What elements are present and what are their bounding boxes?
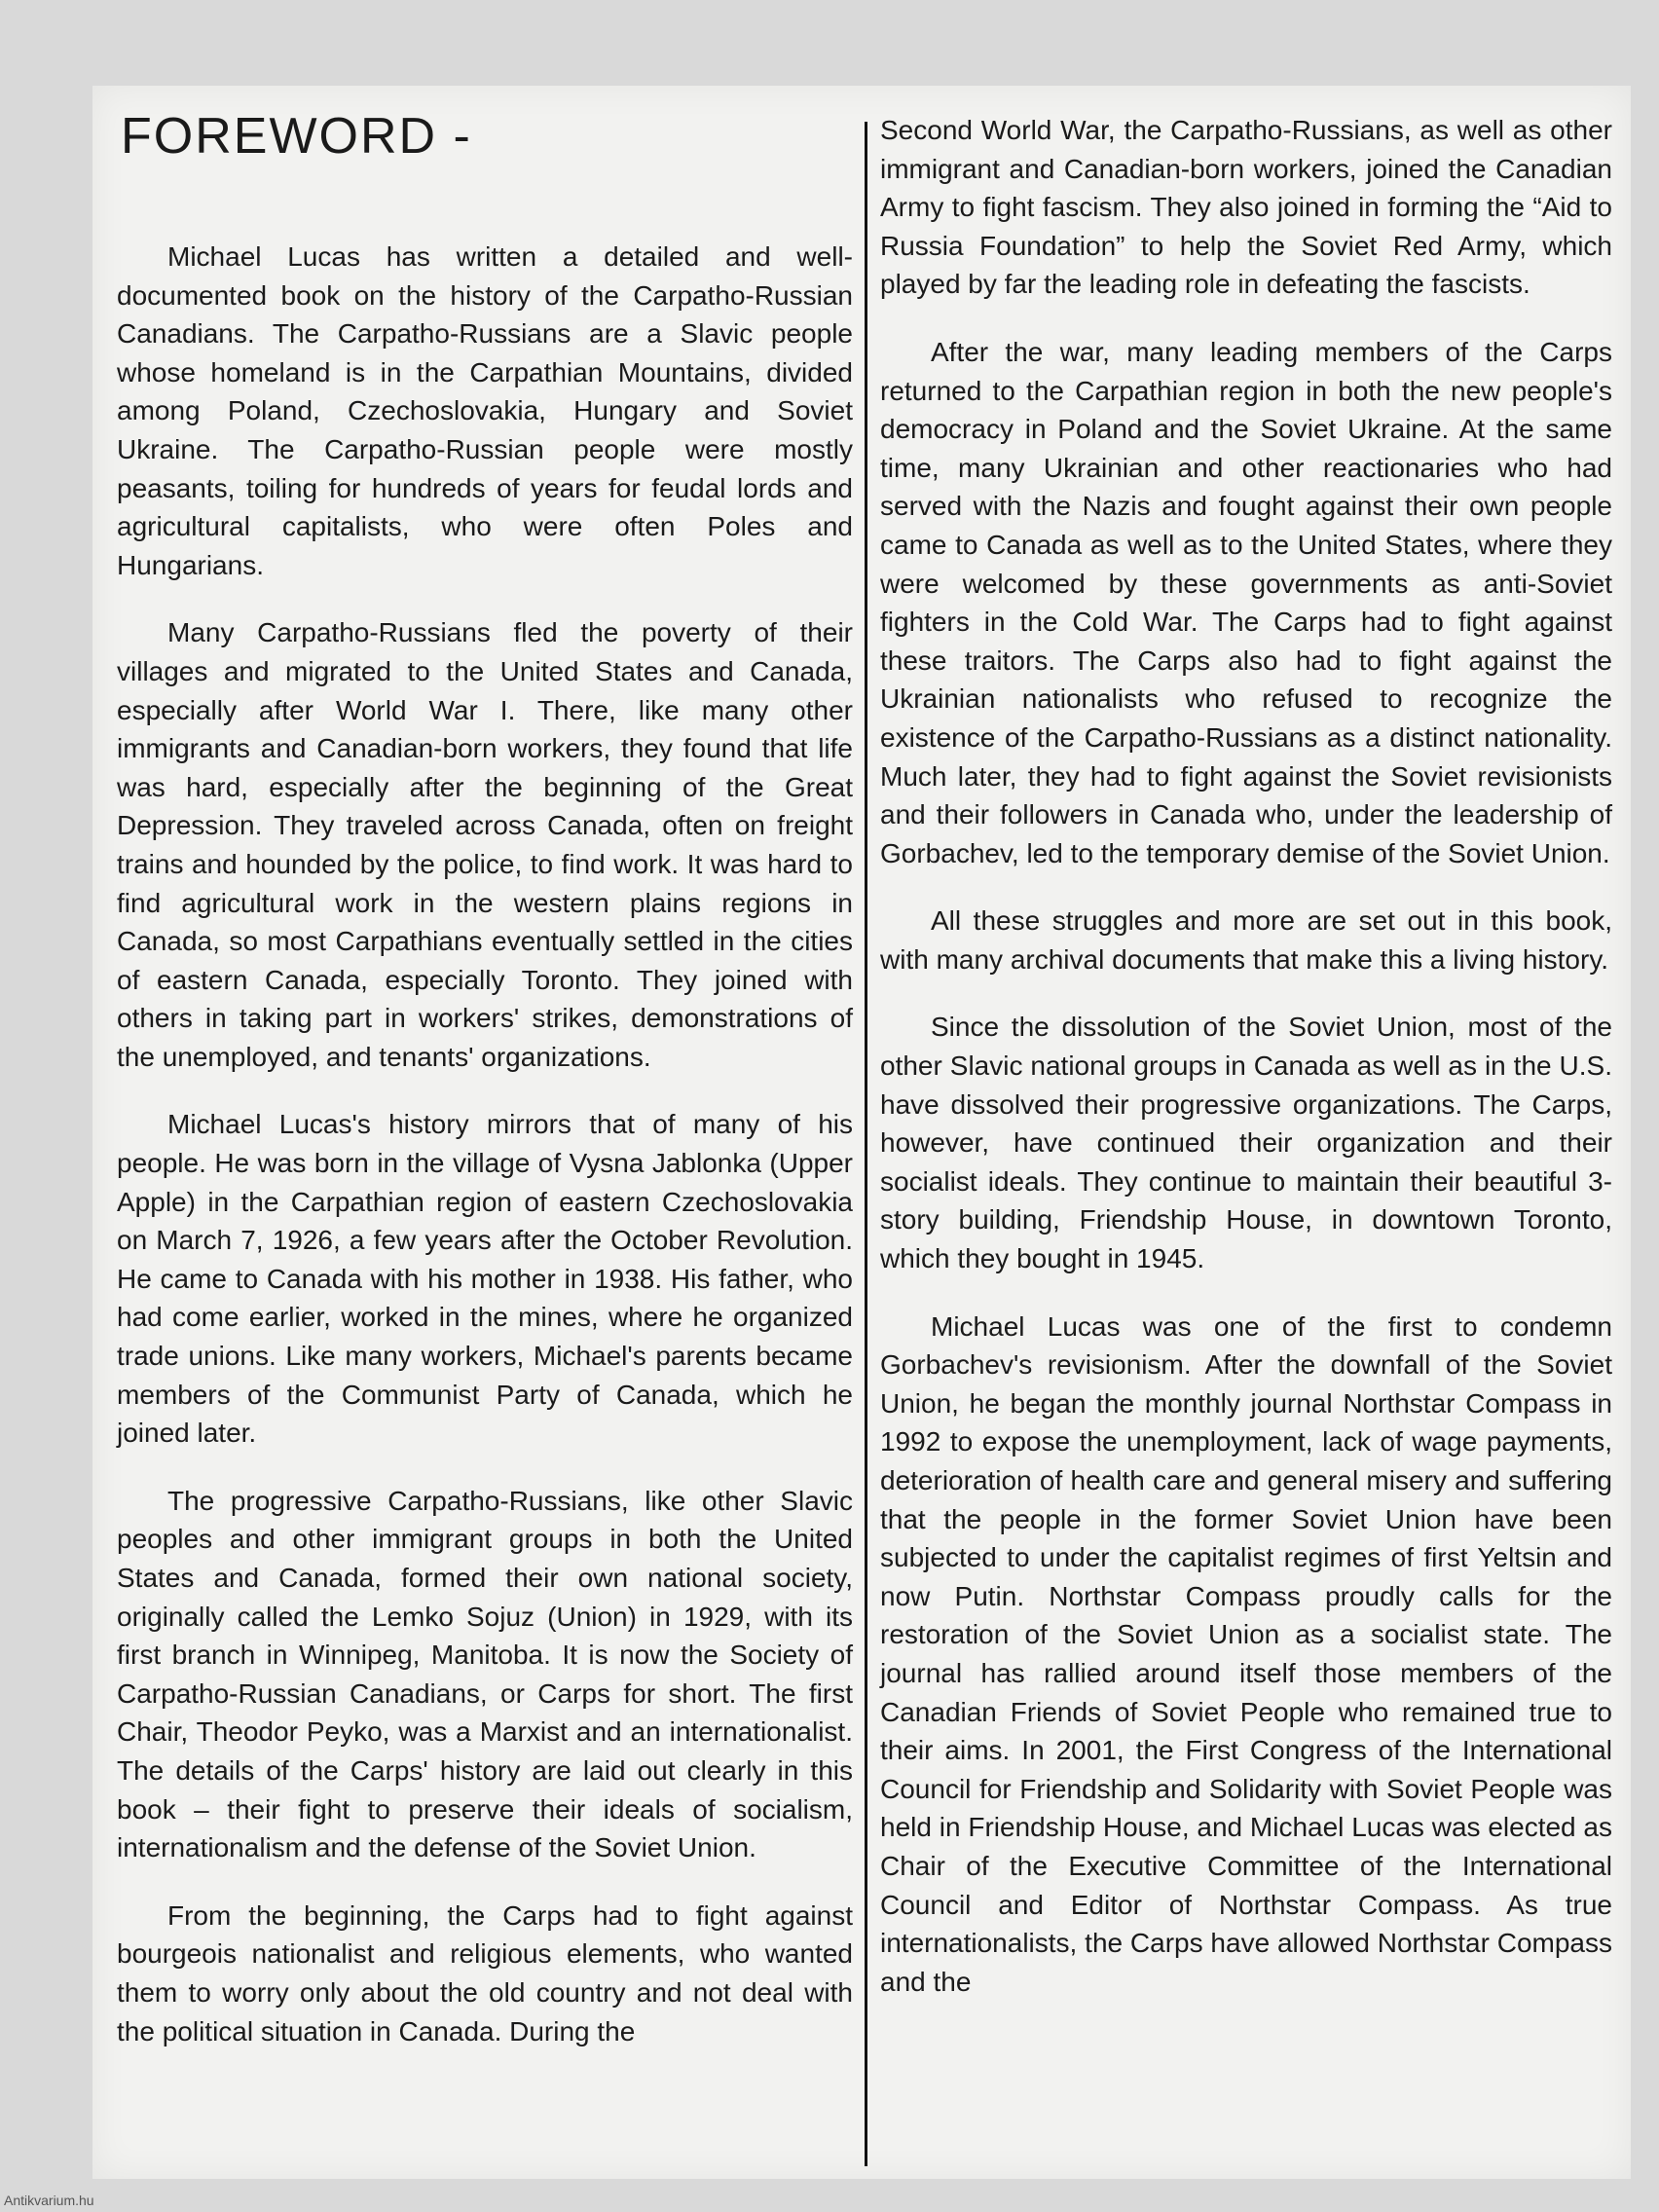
watermark: Antikvarium.hu [4,2193,94,2208]
paragraph: Many Carpatho-Russians fled the poverty of their villages and migrated to the United States and Canada, especially after World War I. There, like many other immigrants and Canadian-born workers, they found that life was hard, especially after the beginning of the Great Depression. They traveled across Canada, often on freight trains and hounded by the police, to find work. It was hard to find agricultural work in the western plains regions in Canada, so most Carpathians eventually settled in the cities of eastern Canada, especially Toronto. They joined with others in taking part in workers' strikes, demonstrations of the unemployed, and tenants' organizations. [117,617,853,1072]
paragraph: After the war, many leading members of the Carps returned to the Carpathian region in both the new people's democracy in Poland and the Soviet Ukraine. At the same time, many Ukrainian and other reactionaries who had served with the Nazis and fought against their own people came to Canada as well as to the United States, where they were welcomed by these governments as anti-Soviet fighters in the Cold War. The Carps had to fight against these traitors. The Carps also had to fight against the Ukrainian nationalists who refused to recognize the existence of the Carpatho-Russians as a distinct nationality. Much later, they had to fight against the Soviet revisionists and their followers in Canada who, under the leadership of Gorbachev, led to the temporary demise of the Soviet Union. [880,336,1612,868]
paragraph: All these struggles and more are set out in this book, with many archival documents that make this a living history. [880,905,1612,975]
page-title: FOREWORD - [121,108,472,165]
paragraph: Michael Lucas was one of the first to condemn Gorbachev's revisionism. After the downfall of the Soviet Union, he began the monthly journal Northstar Compass in 1992 to expose the unemployment, lack of wage payments, deterioration of health care and general misery and suffering that the people in the former Soviet Union have been subjected to under the capitalist regimes of first Yeltsin and now Putin. Northstar Compass proudly calls for the restoration of the Soviet Union as a socialist state. The journal has rallied around itself those members of the Canadian Friends of Soviet People who remained true to their aims. In 2001, the First Congress of the International Council for Friendship and Solidarity with Soviet People was held in Friendship House, and Michael Lucas was elected as Chair of the Executive Committee of the International Council and Editor of Northstar Compass. As true internationalists, the Carps have allowed Northstar Compass and the [880,1310,1612,1997]
paragraph: The progressive Carpatho-Russians, like other Slavic peoples and other immigrant groups in both the United States and Canada, formed their own national society, originally called the Lemko Sojuz (Union) in 1929, with its first branch in Winnipeg, Manitoba. It is now the Society of Carpatho-Russian Canadians, or Carps for short. The first Chair, Theodor Peyko, was a Marxist and an internationalist. The details of the Carps' history are laid out clearly in this book – their fight to preserve their ideals of socialism, internationalism and the defense of the Soviet Union. [117,1485,853,1863]
left-column [117,238,853,2080]
paragraph: From the beginning, the Carps had to fight against bourgeois nationalist and religious elements, who wanted them to worry only about the old country and not deal with the political situation in Canada. During the [117,1899,853,2046]
column-divider [865,122,867,2166]
paragraph: Since the dissolution of the Soviet Union, most of the other Slavic national groups in Canada as well as in the U.S. have dissolved their progressive organizations. The Carps, however, have continued their organization and their socialist ideals. They continue to maintain their beautiful 3-story building, Friendship House, in downtown Toronto, which they bought in 1945. [880,1012,1612,1274]
paragraph: Second World War, the Carpatho-Russians, as well as other immigrant and Canadian-born workers, joined the Canadian Army to fight fascism. They also joined in forming the “Aid to Russia Foundation” to help the Soviet Red Army, which played by far the leading role in defeating the fascists. [880,115,1612,300]
paragraph: Michael Lucas's history mirrors that of many of his people. He was born in the village of Vysna Jablonka (Upper Apple) in the Carpathian region of eastern Czechoslovakia on March 7, 1926, a few years after the October Revolution. He came to Canada with his mother in 1938. His father, who had come earlier, worked in the mines, where he organized trade unions. Like many workers, Michael's parents became members of the Communist Party of Canada, which he joined later. [117,1109,853,1449]
right-column [880,111,1612,2030]
paragraph: Michael Lucas has written a detailed and well-documented book on the history of the Carpatho-Russian Canadians. The Carpatho-Russians are a Slavic people whose homeland is in the Carpathian Mountains, divided among Poland, Czechoslovakia, Hungary and Soviet Ukraine. The Carpatho-Russian people were mostly peasants, toiling for hundreds of years for feudal lords and agricultural capitalists, who were often Poles and Hungarians. [117,241,853,580]
